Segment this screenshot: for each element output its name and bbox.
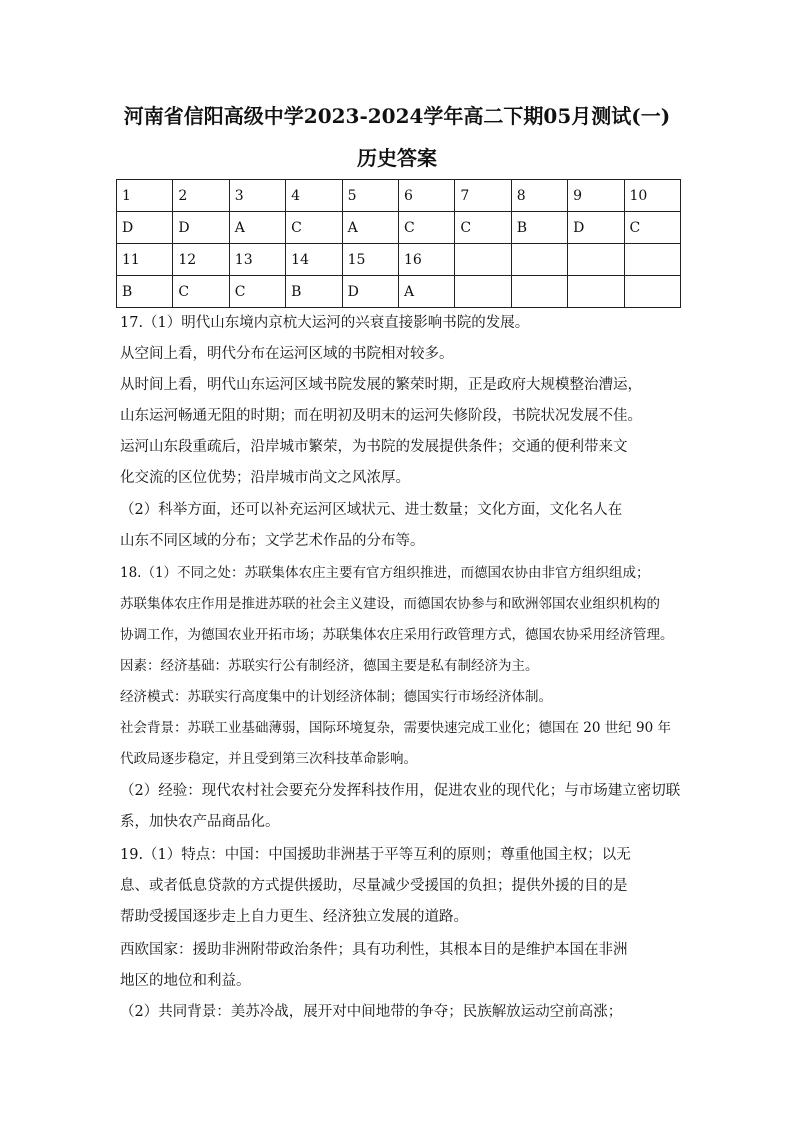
answer-cell: C [398,212,454,244]
answer-line: （2）共同背景：美苏冷战，展开对中间地带的争夺；民族解放运动空前高涨； [120,1004,623,1020]
answer-table [116,179,681,308]
answer-line: 西欧国家：援助非洲附带政治条件；具有功利性，其根本目的是维护本国在非洲 [120,942,628,958]
answer-line: 化交流的区位优势；沿岸城市尚文之风浓厚。 [120,470,410,486]
answer-line: 从空间上看，明代分布在运河区域的书院相对较多。 [120,346,454,362]
question-number-cell: 12 [173,244,229,276]
answer-cell [511,276,567,308]
answer-line: 因素：经济基础：苏联实行公有制经济，德国主要是私有制经济为主。 [120,658,539,674]
answer-cell: C [173,276,229,308]
answer-cell [568,276,624,308]
question-number-cell: 14 [286,244,342,276]
answer-cell: A [342,212,398,244]
question-number-cell: 16 [398,244,454,276]
answer-line: 苏联集体农庄作用是推进苏联的社会主义建设，而德国农协参与和欧洲邻国农业组织机构的 [120,596,660,612]
answer-cell: C [455,212,511,244]
question-number-cell: 1 [117,180,173,212]
question-number-cell: 15 [342,244,398,276]
answer-cell: D [117,212,173,244]
answer-cell: B [286,276,342,308]
answer-line: （2）经验：现代农村社会要充分发挥科技作用，促进农业的现代化；与市场建立密切联 [120,783,681,799]
answer-cell: C [286,212,342,244]
answer-line: 经济模式：苏联实行高度集中的计划经济体制；德国实行市场经济体制。 [120,689,552,705]
answer-line: 地区的地位和利益。 [120,973,251,989]
answer-table-row [117,180,681,212]
answer-cell: B [117,276,173,308]
question-number-cell: 11 [117,244,173,276]
question-number-cell: 8 [511,180,567,212]
answer-cell: D [342,276,398,308]
question-number-cell: 7 [455,180,511,212]
question-number-cell [511,244,567,276]
answer-table-row [117,212,681,244]
question-number-cell: 10 [624,180,680,212]
answer-cell: A [229,212,285,244]
answer-cell: D [568,212,624,244]
question-number-cell [624,244,680,276]
answer-line: 17.（1）明代山东境内京杭大运河的兴衰直接影响书院的发展。 [120,315,530,331]
question-number-cell: 6 [398,180,454,212]
question-number-cell [568,244,624,276]
answer-line: 息、或者低息贷款的方式提供援助，尽量减少受援国的负担；提供外援的目的是 [120,878,628,894]
answer-cell [624,276,680,308]
answer-table-row [117,244,681,276]
answer-line: 运河山东段重疏后，沿岸城市繁荣，为书院的发展提供条件；交通的便利带来文 [120,439,628,455]
answer-line: 帮助受援国逐步走上自力更生、经济独立发展的道路。 [120,909,468,925]
answer-line: 系，加快农产品商品化。 [120,814,280,830]
question-number-cell: 3 [229,180,285,212]
answer-cell [455,276,511,308]
answer-line: 社会背景：苏联工业基础薄弱，国际环境复杂，需要快速完成工业化；德国在 20 世纪 90 年 [120,720,672,736]
answer-line: 18.（1）不同之处：苏联集体农庄主要有官方组织推进，而德国农协由非官方组织组成； [120,565,650,581]
answer-cell: A [398,276,454,308]
document-subtitle: 历史答案 [357,146,437,170]
answer-line: 从时间上看，明代山东运河区域书院发展的繁荣时期，正是政府大规模整治漕运， [120,377,642,393]
answer-table-row [117,276,681,308]
question-number-cell: 4 [286,180,342,212]
question-number-cell: 5 [342,180,398,212]
document-title: 河南省信阳高级中学2023-2024学年高二下期05月测试(一) [123,104,671,128]
answer-line: 代政局逐步稳定，并且受到第三次科技革命影响。 [120,751,417,767]
answer-line: 19.（1）特点：中国：中国援助非洲基于平等互利的原则；尊重他国主权；以无 [120,847,631,863]
answer-cell: D [173,212,229,244]
answer-cell: C [624,212,680,244]
answer-cell: B [511,212,567,244]
answer-line: （2）科举方面，还可以补充运河区域状元、进士数量；文化方面，文化名人在 [120,502,623,518]
question-number-cell: 2 [173,180,229,212]
answer-cell: C [229,276,285,308]
answer-line: 协调工作，为德国农业开拓市场；苏联集体农庄采用行政管理方式，德国农协采用经济管理。 [120,627,674,643]
answer-line: 山东不同区域的分布；文学艺术作品的分布等。 [120,533,425,549]
question-number-cell [455,244,511,276]
question-number-cell: 9 [568,180,624,212]
question-number-cell: 13 [229,244,285,276]
answer-line: 山东运河畅通无阻的时期；而在明初及明末的运河失修阶段，书院状况发展不佳。 [120,408,642,424]
